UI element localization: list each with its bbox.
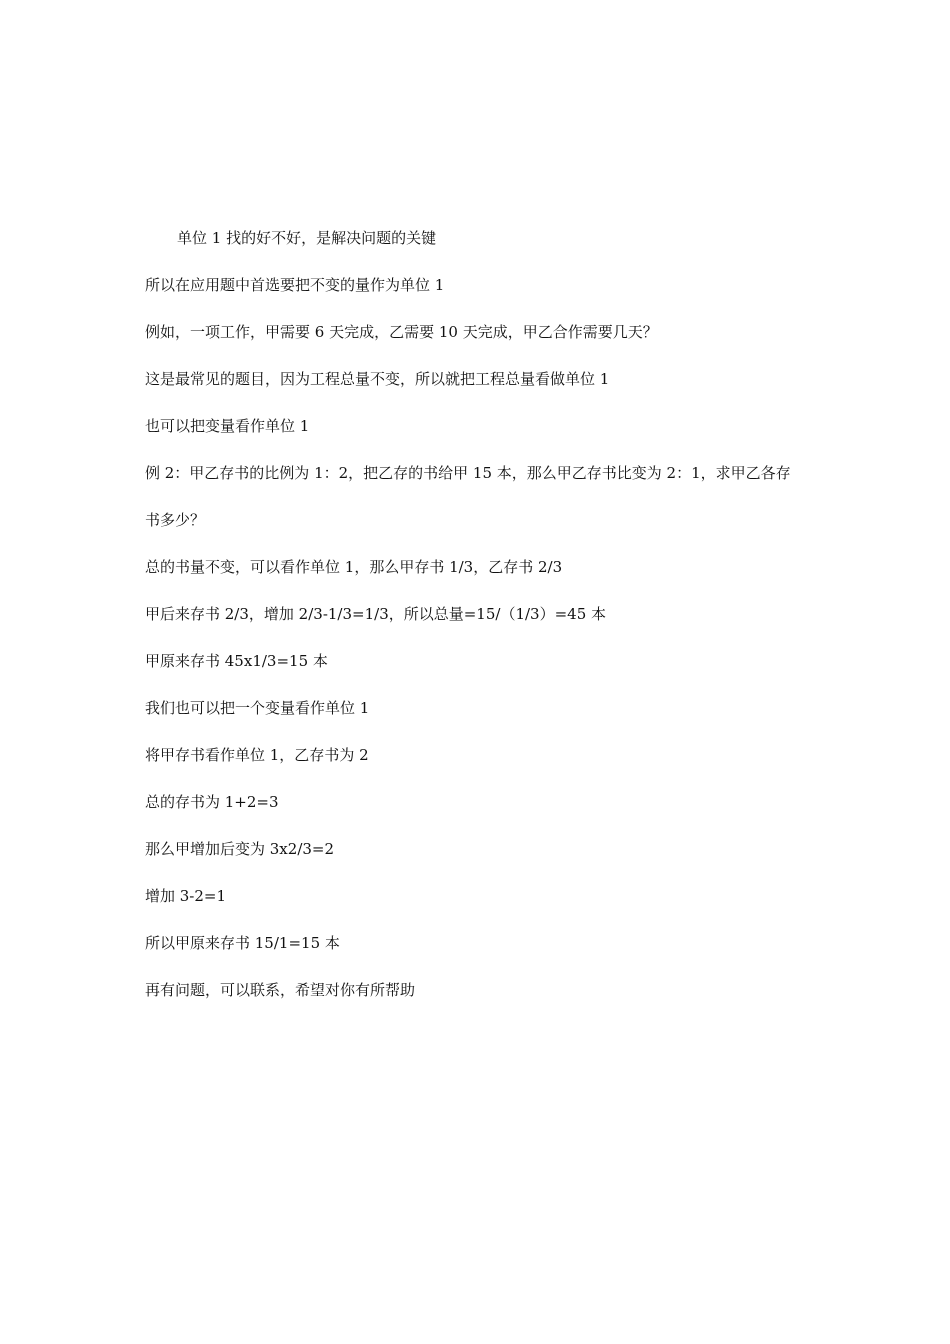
text-line: 总的书量不变，可以看作单位 1，那么甲存书 1/3，乙存书 2/3	[145, 558, 563, 576]
text-line: 总的存书为 1+2=3	[145, 793, 279, 811]
intro-paragraph: 单位 1 找的好不好，是解决问题的关键	[177, 229, 437, 247]
text-line: 增加 3-2=1	[145, 887, 227, 905]
text-line: 我们也可以把一个变量看作单位 1	[145, 699, 370, 717]
example-2-line: 例 2：甲乙存书的比例为 1：2，把乙存的书给甲 15 本，那么甲乙存书比变为 2：1，求甲乙各存	[145, 464, 791, 482]
text-line: 例如，一项工作，甲需要 6 天完成，乙需要 10 天完成，甲乙合作需要几天？	[145, 323, 658, 341]
text-line: 也可以把变量看作单位 1	[145, 417, 310, 435]
text-line: 所以甲原来存书 15/1=15 本	[145, 934, 340, 952]
text-line: 那么甲增加后变为 3x2/3=2	[145, 840, 335, 858]
text-line: 甲原来存书 45x1/3=15 本	[145, 652, 328, 670]
text-line: 这是最常见的题目，因为工程总量不变，所以就把工程总量看做单位 1	[145, 370, 610, 388]
closing-line: 再有问题，可以联系，希望对你有所帮助	[145, 981, 416, 999]
text-line: 所以在应用题中首选要把不变的量作为单位 1	[145, 276, 445, 294]
text-line: 甲后来存书 2/3，增加 2/3-1/3=1/3，所以总量=15/（1/3）=45 本	[145, 605, 607, 623]
example-2-continuation: 书多少？	[145, 511, 206, 529]
text-line: 将甲存书看作单位 1，乙存书为 2	[145, 746, 369, 764]
